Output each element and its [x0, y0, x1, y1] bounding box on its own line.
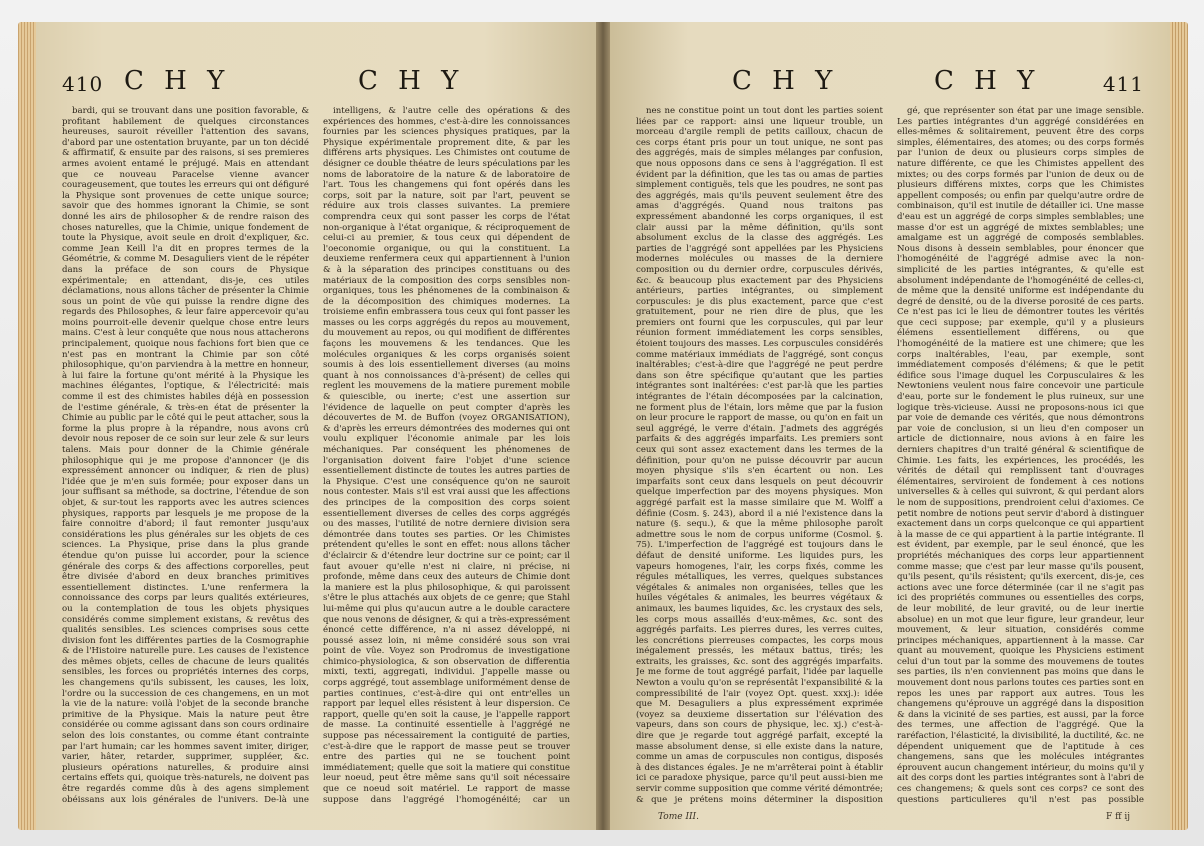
column-text: nes ne constitue point un tout dont les parties soient liées par ce rapport: ainsi une liqueur trouble, un morceau d'argile rempli de petits cailloux, chacun de ces corps étant pris pour un tout unique, ne sont pas des aggrégés, mais de simples mélanges par confusion, que nous opposons dans ce sens à l'aggrégation. Il est évident par la définition, que les tas ou amas de parties simplement contiguës, tels que les poudres, ne sont pas des aggrégés, mais qu'ils peuvent seulement être des amas d'aggrégés. Quand nous traitons pas expressément abandonné les corps organiques, il est clair aussi par la même définition, qu'ils sont absolument exclus de la classe des aggrégés. Les parties de l'aggrégé sont appellées par les Physiciens modernes molécules ou masses de la derniere composition ou du dernier ordre, corpuscules dérivés, &c. & beaucoup plus exactement par des Physiciens antérieurs, parties intégrantes, ou simplement corpuscules: je dis plus exactement, parce que c'est gratuitement, pour ne rien dire de plus, que les premiers ont fourni que les corpuscules, qui par leur réunion forment immédiatement les corps sensibles, étoient toujours des masses. Les corpuscules considérés comme matériaux immédiats de l'aggrégé, sont conçus inaltérables; c'est-à-dire que l'aggrégé ne peut perdre dans son être spécifique qu'autant que les parties intégrantes sont inaltérées: c'est par-là que les parties intégrantes de l'étain décomposées par la calcination, ne forment plus de l'étain, lors même que par la fusion on leur procure le rapport de masse, ou qu'on en fait un seul aggrégé, le verre d'étain. J'admets des aggrégés parfaits & des aggrégés imparfaits. Les premiers sont ceux qui sont assez exactement dans les termes de la définition, pour qu'on ne puisse découvrir par aucun moyen physique s'ils s'en écartent ou non. Les imparfaits sont ceux dans lesquels on peut découvrir quelque imperfection par des moyens physiques. Mon aggrégé parfait est la masse similaire que M. Wolff a définie (Cosm. §. 243), abord il a nié l'existence dans la nature (§. sequ.), & que la même philosophe paroît admettre sous le nom de corpus uniforme (Cosmol. §. 75). L'imperfection de l'aggrégé est toujours dans le défaut de densité uniforme. Les liquides purs, les vapeurs homogenes, l'air, les corps fixés, comme les régules métalliques, les verres, quelques substances végétales & animales non organisées, telles que les huiles végétales & animales, les beurres végétaux & animaux, les baumes liquides, &c. les crystaux des sels, les corps mous assaillés d'eux-mêmes, &c. sont des aggrégés parfaits. Les pierres dures, les verres cuites, les concrétions pierreuses compactes, les corps mous inégalement pressés, les métaux battus, tirés; les extraits, les graisses, &c. sont des aggrégés imparfaits. Je me forme de tout aggrégé parfait, l'idée par laquelle Newton a voulu qu'on se représentât l'expansibilité & la compressibilité de l'air (voyez Opt. quest. xxxj.): idée que M. Desaguliers a plus expressément exprimée (voyez sa deuxieme dissertation sur l'élévation des vapeurs, dans son cours de physique, lec. xj.) c'est-à-dire que je regarde tout aggrégé parfait, excepté la masse absolument dense, si elle existe dans la nature, comme un amas de corpuscules non contigus, disposés à des distances égales. Je ne m'arrêterai point à établir ici ce paradoxe physique, parce qu'il peut aussi-bien me servir comme supposition que comme vérité démontrée; & que je prétens moins déterminer la disposition	[636, 106, 883, 804]
text-columns	[62, 106, 570, 804]
text-columns	[636, 106, 1144, 804]
running-head-left	[62, 66, 570, 100]
left-page	[36, 22, 596, 830]
column-text: gé, que représenter son état par une image sensible. Les parties intégrantes d'un aggrégé considérées en elles-mêmes & solitairement, peuvent être des corps simples, élémentaires, des atomes; ou des corps formés par l'union de deux ou plusieurs corps simples de nature différente, ce que les Chimistes appellent des mixtes; ou des corps formés par l'union de deux ou de plusieurs différens mixtes, corps que les Chimistes appellent composés; ou enfin par quelqu'autre ordre de combinaison, qu'il est inutile de détailler ici. Une masse d'eau est un aggrégé de corps simples semblables; une masse d'or est un aggrégé de mixtes semblables; une amalgame est un aggrégé de composés semblables. Nous disons à dessein semblables, pour énoncer que l'homogénéité de l'aggrégé admise avec la non-simplicité de les parties intégrantes, & qu'elle est absolument indépendante de l'homogénéité de celles-ci, de même que la densité uniforme est indépendante du degré de densité, ou de la diverse porosité de ces parts. Ce n'est pas ici le lieu de démontrer toutes les vérités que ceci suppose; par exemple, qu'il y a plusieurs élémens essentiellement différens, ou que l'homogénéité de la matiere est une chimere; que les corps inaltérables, l'eau, par exemple, sont immédiatement composés d'élémens; & que le petit édifice sous l'image duquel les Corpusculaires & les Newtoniens veulent nous faire concevoir une particule d'eau, porte sur le fondement le plus ruineux, sur une logique très-vicieuse. Aussi ne proposons-nous ici que par voie de demande ces vérités, que nous démontrons par voie de conclusion, si un lieu d'en composer un article de dictionnaire, nous avions à en faire les derniers chapitres d'un traité général & scientifique de Chimie. Les faits, les expériences, les procédés, les vérités de détail qui remplissent tant d'ouvrages élémentaires, serviroient de fondement à ces notions universelles & à celles qui suivront, & qui perdant alors le nom de suppositions, prendroient celui d'axiomes. Ce petit nombre de notions peut servir d'abord à distinguer exactement dans un corps quelconque ce qui appartient à la masse de ce qui appartient à la partie intégrante. Il est évident, par exemple, par le seul énoncé, que les propriétés méchaniques des corps leur appartiennent comme masse; que c'est par leur masse qu'ils pousent, qu'ils pesent, qu'ils résistent; qu'ils exercent, dis-je, ces actions avec une force déterminée (car il ne s'agit pas ici des propriétés communes ou essentielles des corps, de leur mobilité, de leur gravité, ou de leur inertie absolue) en un mot que leur figure, leur grandeur, leur mouvement, & leur situation, considérés comme principes méchaniques, appartiennent à la masse. Car quant au mouvement, quoique les Physiciens estiment celui d'un tout par la somme des mouvemens de toutes ses parties, ils n'en conviennent pas moins que dans le mouvement dont nous parlons toutes ces parties sont en repos les unes par rapport aux autres. Tous les changemens qu'éprouve un aggrégé dans la disposition & dans la vicinité de ses parties, est aussi, par la force des termes, une affection de l'aggrégé. Que la raréfaction, l'élasticité, la divisibilité, la ductilité, &c. ne dépendent uniquement que de l'aptitude à ces changemens, sans que les molécules intégrantes éprouvent aucun changement intérieur, du moins qu'il y ait des corps dont les parties intégrantes sont à l'abri de ces changemens; & quels sont ces corps? ce sont des questions particulieres qu'il n'est pas possible	[897, 106, 1144, 804]
page-number: 411	[1102, 72, 1144, 96]
text-column-2	[323, 106, 570, 804]
page-edges-right	[1170, 22, 1188, 830]
page-number: 410	[62, 72, 104, 96]
column-text: bardi, qui se trouvant dans une position favorable, & profitant habilement de quelques circonstances heureuses, sauroit réveiller l'attention des savans, d'abord par une ostentation bruyante, par un ton décidé & affirmatif, & ensuite par des raisons, si ses premieres armes avoient entamé le préjugé. Mais en attendant que ce nouveau Paracelse vienne avancer courageusement, que toutes les erreurs qui ont défiguré la Physique sont provenues de cette unique source; savoir que des hommes ignorant la Chimie, se sont donné les airs de philosopher & de rendre raison des choses naturelles, que la Chimie, unique fondement de toute la Physique, avoit seule en droit d'expliquer, &c. comme Jean Keill l'a dit en propres termes de la Géométrie, & comme M. Desaguliers vient de le répéter dans la préface de son cours de Physique expérimentale; en attendant, dis-je, ces utiles déclamations, nous allons tâcher de présenter la Chimie sous un point de vûe qui puisse la rendre digne des regards des Philosophes, & leur faire appercevoir qu'au moins pourroit-elle devenir quelque chose entre leurs mains. C'est à leur conquête que nous nous attacherons principalement, quoique nous fachions fort bien que ce n'est pas en montrant la Chimie par son côté philosophique, qu'on parviendra à la mettre en honneur, à lui faire la fortune qu'ont mérité à la Physique les machines élégantes, l'optique, & l'électricité: mais comme il est des chimistes habiles déjà en possession de l'estime générale, & très-en état de présenter la Chimie au public par le côté qui le peut attacher, sous la forme la plus propre à la répandre, nous avons crû devoir nous reposer de ce soin sur leur zele & sur leurs talens. Mais pour donner de la Chimie générale philosophique qui je me propose d'annoncer (je dis expressément annoncer ou indiquer, & rien de plus) l'idée que je m'en suis formée; pour exposer dans un jour suffisant sa méthode, sa doctrine, l'étendue de son objet, & sur-tout les rapports avec les autres sciences physiques, rapports par lesquels je me propose de la faire connoitre d'abord; il faut remonter jusqu'aux considérations les plus générales sur les objets de ces sciences. La Physique, prise dans la plus grande étendue qu'on puisse lui accorder, pour la science générale des corps & des affections corporelles, peut être divisée d'abord en deux branches primitives essentiellement distinctes. L'une renfermera la connoissance des corps par leurs qualités extérieures, ou la contemplation de tous les objets physiques considérés comme simplement existans, & revêtus des qualités sensibles. Les sciences comprises sous cette division font les différentes parties de la Cosmographie & de l'Histoire naturelle pure. Les causes de l'existence des mêmes objets, celles de chacune de leurs qualités sensibles, les forces ou propriétés internes des corps, les changemens qu'ils subissent, les causes, les loix, l'ordre ou la succession de ces changemens, en un mot la vie de la nature: voilà l'objet de la seconde branche primitive de la Physique. Mais la nature peut être considérée ou comme agissant dans son cours ordinaire selon des lois constantes, ou comme étant contrainte par l'art humain; car les hommes savent imiter, diriger, varier, hâter, retarder, supprimer, suppléer, &c. plusieurs opérations naturelles, & produire ainsi certains effets qui, quoique très-naturels, ne doivent pas être regardés comme dûs à des agens simplement obéissans aux lois générales de l'univers. De-là une	[62, 106, 309, 804]
page-edges-left	[18, 22, 36, 830]
column-text: intelligens, & l'autre celle des opérations & des expériences des hommes, c'est-à-dire les connoissances fournies par les sciences physiques pratiques, par la Physique expérimentale proprement dite, & par les différens arts physiques. Les Chimistes ont coutume de désigner ce double théatre de leurs spéculations par les noms de laboratoire de la nature & de laboratoire de l'art. Tous les changemens qui font opérés dans les corps, soit par la nature, soit par l'art, peuvent se réduire aux trois classes suivantes. La premiere comprendra ceux qui sont passer les corps de l'état non-organique à l'état organique, & réciproquement de celui-ci au premier, & tous ceux qui dépendent de l'oeconomie organique, ou qui la constituent. La deuxieme renfermera ceux qui appartiennent à l'union & à la séparation des principes constituans ou des matériaux de la composition des corps sensibles non-organiques, tous les phénomenes de la combinaison & de la décomposition des chimiques modernes. La troisieme enfin embrassera tous ceux qui font passer les masses ou les corps aggrégés du repos au mouvement, du mouvement au repos, ou qui modifient de différentes façons les mouvemens & les tendances. Que les molécules organiques & les corps organisés soient soumis à des lois essentiellement diverses (au moins quant à nos connoissances d'à-présent) de celles qui reglent les mouvemens de la matiere purement mobile & quiescible, ou inerte; c'est une assertion sur l'évidence de laquelle on peut compter d'après les découvertes de M. de Buffon (voyez ORGANISATION), & d'après les erreurs démontrées des modernes qui ont voulu expliquer l'économie animale par les lois méchaniques. Par conséquent les phénomenes de l'organisation doivent faire l'objet d'une science essentiellement distincte de toutes les autres parties de la Physique. C'est une conséquence qu'on ne sauroit nous contester. Mais s'il est vrai aussi que les affections des principes de la composition des corps soient essentiellement diverses de celles des corps aggrégés ou des masses, l'utilité de notre derniere division sera démontrée dans toutes ses parties. Or les Chimistes prétendent qu'elles le sont en effet: nous allons tâcher d'éclaircir & d'étendre leur doctrine sur ce point; car il faut avouer qu'elle n'est ni claire, ni précise, ni profonde, même dans ceux des auteurs de Chimie dont la maniere est la plus philosophique, & qui paroissent s'être le plus attachés aux objets de ce genre; que Stahl lui-même qui plus qu'aucun autre a le double caractere que nous venons de désigner, & qui a très-expressément énoncé cette différence, n'a ni assez développé, ni poussé assez loin, ni même considéré sous son vrai point de vûe. Voyez son Prodromus de investigatione chimico-physiologica, & son observation de differentia mixti, texti, aggregati, individui. J'appelle masse ou corps aggrégé, tout assemblage uniformément dense de parties continues, c'est-à-dire qui ont entr'elles un rapport par lequel elles résistent à leur dispersion. Ce rapport, quelle qu'en soit la cause, je l'appelle rapport de masse. La continuité essentielle à l'aggrégé ne suppose pas nécessairement la contiguité de parties, c'est-à-dire que le rapport de masse peut se trouver entre des parties qui ne se touchent point immédiatement; quelle que soit la matiere qui constitue leur noeud, peut être même sans qu'il soit nécessaire que ce noeud soit matériel. Le rapport de masse suppose dans l'aggrégé l'homogénéité; car un	[323, 106, 570, 804]
volume-label: Tome III.	[658, 812, 699, 822]
text-column-1	[636, 106, 883, 804]
running-title: C H Y	[358, 66, 465, 96]
running-title: C H Y	[732, 66, 839, 96]
running-head-right	[636, 66, 1144, 100]
open-book	[18, 22, 1188, 830]
right-page	[610, 22, 1170, 830]
signature-mark: F ff ij	[1105, 812, 1130, 822]
text-column-2	[897, 106, 1144, 804]
running-title: C H Y	[124, 66, 231, 96]
book-spine-gutter	[596, 22, 610, 830]
page-footer	[658, 812, 1130, 822]
running-title: C H Y	[934, 66, 1041, 96]
text-column-1	[62, 106, 309, 804]
